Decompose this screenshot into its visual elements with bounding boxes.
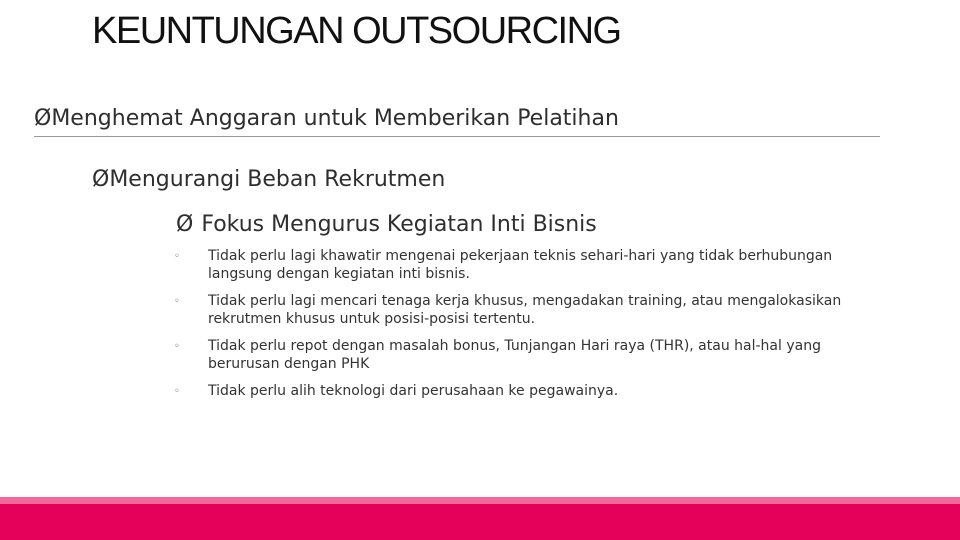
arrow-bullet-icon: Ø xyxy=(34,106,52,131)
heading-underline xyxy=(34,136,880,137)
footer-accent-stripe xyxy=(0,497,960,504)
bullet-list xyxy=(174,247,874,410)
circle-bullet-icon: ◦ xyxy=(174,386,180,397)
heading-beban-rekrutmen-label: Mengurangi Beban Rekrutmen xyxy=(109,167,446,192)
list-item xyxy=(174,337,874,373)
circle-bullet-icon: ◦ xyxy=(174,296,180,307)
list-item xyxy=(174,382,874,401)
heading-hemat-anggaran-label: Menghemat Anggaran untuk Memberikan Pelatihan xyxy=(51,106,619,131)
arrow-bullet-icon: Ø xyxy=(92,167,110,192)
slide-title: KEUNTUNGAN OUTSOURCING xyxy=(92,10,621,52)
circle-bullet-icon: ◦ xyxy=(174,341,180,352)
list-item-text: Tidak perlu alih teknologi dari perusahaan ke pegawainya. xyxy=(208,383,619,399)
list-item xyxy=(174,292,874,328)
circle-bullet-icon: ◦ xyxy=(174,251,180,262)
list-item-text: Tidak perlu repot dengan masalah bonus, Tunjangan Hari raya (THR), atau hal-hal yang berurusan dengan PHK xyxy=(208,338,821,372)
heading-fokus-bisnis-label: Fokus Mengurus Kegiatan Inti Bisnis xyxy=(201,212,597,237)
heading-beban-rekrutmen xyxy=(92,167,445,192)
heading-hemat-anggaran xyxy=(34,106,619,131)
list-item-text: Tidak perlu lagi khawatir mengenai pekerjaan teknis sehari-hari yang tidak berhubungan langsung dengan kegiatan inti bisnis. xyxy=(208,248,833,282)
list-item-text: Tidak perlu lagi mencari tenaga kerja khusus, mengadakan training, atau mengalokasikan rekrutmen khusus untuk posisi-posisi tertentu. xyxy=(208,293,842,327)
heading-fokus-bisnis xyxy=(176,212,597,237)
footer-band xyxy=(0,504,960,540)
arrow-bullet-icon: Ø xyxy=(176,212,194,237)
list-item xyxy=(174,247,874,283)
